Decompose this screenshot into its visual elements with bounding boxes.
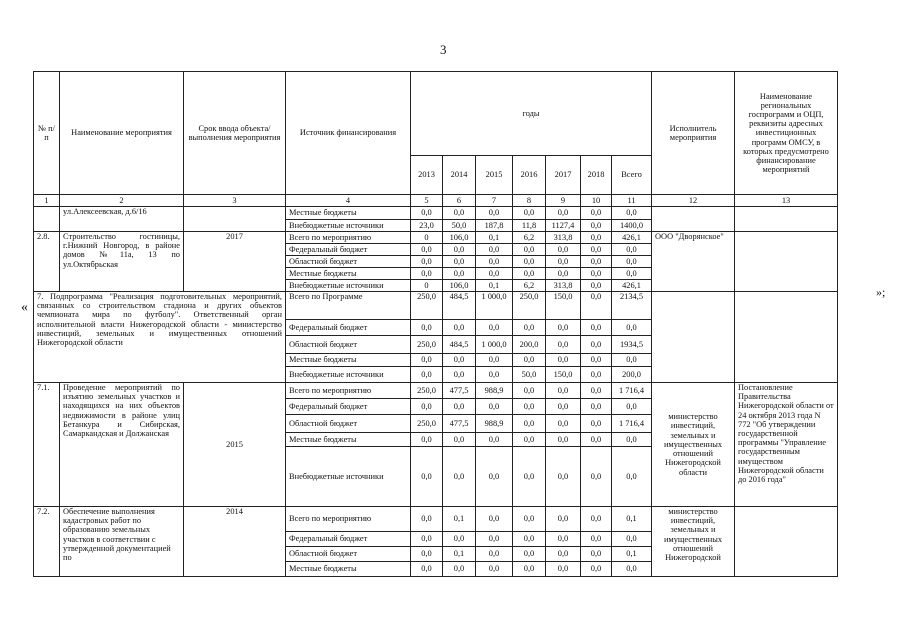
measure-program: Постановление Правительства Нижегородской области от 24 октября 2013 года N 772 "Об утверждении государственной программы "Управление государственным имуществом Нижегородской области до 2016 года" xyxy=(735,383,838,507)
value-cell: 1 000,0 xyxy=(476,292,513,320)
value-cell: 0,0 xyxy=(581,207,612,220)
value-cell: 0,0 xyxy=(612,447,652,507)
measure-executor: министерство инвестиций, земельных и имущественных отношений Нижегородской xyxy=(652,507,735,577)
value-cell: 0,0 xyxy=(546,433,581,447)
source-cell: Всего по мероприятию xyxy=(286,383,411,399)
value-cell: 0,0 xyxy=(581,532,612,547)
value-cell: 0,0 xyxy=(476,207,513,220)
value-cell: 0,0 xyxy=(513,562,546,577)
value-cell: 0,0 xyxy=(476,562,513,577)
value-cell: 0,1 xyxy=(443,507,476,532)
value-cell: 0,0 xyxy=(546,415,581,433)
row-number: 7.1. xyxy=(34,383,60,507)
value-cell: 0,0 xyxy=(581,336,612,354)
value-cell: 1 000,0 xyxy=(476,336,513,354)
header-source: Источник финансирования xyxy=(286,72,411,195)
source-cell: Местные бюджеты xyxy=(286,268,411,280)
source-cell: Областной бюджет xyxy=(286,336,411,354)
value-cell: 200,0 xyxy=(513,336,546,354)
value-cell: 150,0 xyxy=(546,292,581,320)
value-cell: 0,0 xyxy=(476,354,513,367)
value-cell: 0,1 xyxy=(476,280,513,292)
measure-term: 2017 xyxy=(184,232,286,292)
value-cell: 0,0 xyxy=(581,383,612,399)
value-cell: 0,0 xyxy=(476,447,513,507)
value-cell: 0,0 xyxy=(546,383,581,399)
year-cell: 2015 xyxy=(476,156,513,195)
table-row xyxy=(34,207,838,220)
measure-name: Обеспечение выполнения кадастровых работ по образованию земельных участков в соответствии с утвержденной документацией по xyxy=(60,507,184,577)
value-cell: 1127,4 xyxy=(546,220,581,232)
value-cell: 426,1 xyxy=(612,280,652,292)
source-cell: Внебюджетные источники xyxy=(286,280,411,292)
header-programs: Наименование региональных госпрограмм и ОЦП, реквизиты адресных инвестиционных программ ОМСУ, в которых предусмотрено финансирование мероприятий xyxy=(735,72,838,195)
value-cell: 0,0 xyxy=(581,399,612,415)
col-number: 12 xyxy=(652,195,735,207)
header-executor: Исполнитель мероприятия xyxy=(652,72,735,195)
source-cell: Внебюджетные источники xyxy=(286,447,411,507)
value-cell: 0,0 xyxy=(581,232,612,244)
col-number: 6 xyxy=(443,195,476,207)
value-cell: 250,0 xyxy=(411,292,443,320)
value-cell: 0,0 xyxy=(443,562,476,577)
source-cell: Местные бюджеты xyxy=(286,433,411,447)
program-table xyxy=(33,71,838,577)
source-cell: Всего по мероприятию xyxy=(286,232,411,244)
col-number: 10 xyxy=(581,195,612,207)
value-cell: 0,0 xyxy=(411,447,443,507)
value-cell: 0,1 xyxy=(476,232,513,244)
value-cell: 0,0 xyxy=(411,399,443,415)
col-number: 9 xyxy=(546,195,581,207)
header-name: Наименование мероприятия xyxy=(60,72,184,195)
value-cell: 0,0 xyxy=(612,320,652,336)
value-cell: 200,0 xyxy=(612,367,652,383)
source-cell: Федеральный бюджет xyxy=(286,399,411,415)
measure-term: 2014 xyxy=(184,507,286,577)
value-cell: 0,0 xyxy=(411,433,443,447)
year-cell: 2013 xyxy=(411,156,443,195)
value-cell: 0,0 xyxy=(513,320,546,336)
value-cell: 187,8 xyxy=(476,220,513,232)
value-cell: 0,0 xyxy=(411,367,443,383)
value-cell: 0,0 xyxy=(476,547,513,562)
source-cell: Федеральный бюджет xyxy=(286,532,411,547)
value-cell: 0,0 xyxy=(546,507,581,532)
value-cell: 0,0 xyxy=(612,207,652,220)
value-cell: 0,0 xyxy=(612,532,652,547)
source-cell: Внебюджетные источники xyxy=(286,220,411,232)
value-cell: 0,0 xyxy=(581,354,612,367)
value-cell: 0,0 xyxy=(411,244,443,256)
opening-quote: « xyxy=(21,300,28,315)
value-cell: 477,5 xyxy=(443,415,476,433)
value-cell: 484,5 xyxy=(443,292,476,320)
value-cell: 0,0 xyxy=(443,256,476,268)
measure-executor: министерство инвестиций, земельных и имущественных отношений Нижегородской области xyxy=(652,383,735,507)
header-row xyxy=(34,72,838,156)
closing-quote: »; xyxy=(876,285,886,299)
value-cell: 0,0 xyxy=(411,256,443,268)
value-cell: 0,0 xyxy=(476,399,513,415)
value-cell: 0,0 xyxy=(411,320,443,336)
col-number: 8 xyxy=(513,195,546,207)
value-cell: 0,0 xyxy=(411,532,443,547)
value-cell: 0,0 xyxy=(513,256,546,268)
value-cell: 0,0 xyxy=(581,320,612,336)
value-cell: 106,0 xyxy=(443,280,476,292)
source-cell: Областной бюджет xyxy=(286,256,411,268)
value-cell: 0 xyxy=(411,232,443,244)
value-cell: 0,0 xyxy=(546,354,581,367)
value-cell: 426,1 xyxy=(612,232,652,244)
year-cell: 2016 xyxy=(513,156,546,195)
value-cell: 0,0 xyxy=(546,268,581,280)
value-cell: 0,0 xyxy=(443,367,476,383)
value-cell: 0,0 xyxy=(476,244,513,256)
source-cell: Внебюджетные источники xyxy=(286,367,411,383)
col-number: 3 xyxy=(184,195,286,207)
value-cell: 2134,5 xyxy=(612,292,652,320)
value-cell: 0,0 xyxy=(513,547,546,562)
value-cell: 0,0 xyxy=(581,280,612,292)
value-cell: 0,0 xyxy=(546,256,581,268)
subprogram-name: 7. Подпрограмма "Реализация подготовительных мероприятий, связанных со строительством стадиона и других объектов чемпионата мира по футболу". Ответственный орган исполнительной власти Нижегородской области - министерство инвестиций, земельных и имущественных отношений Нижегородской области xyxy=(34,292,286,383)
value-cell: 0,0 xyxy=(411,354,443,367)
column-numbers-row xyxy=(34,195,838,207)
value-cell: 1 716,4 xyxy=(612,383,652,399)
measure-executor: ООО "Дворянское" xyxy=(652,232,735,292)
table-row xyxy=(34,232,838,244)
value-cell: 50,0 xyxy=(513,367,546,383)
page-number: 3 xyxy=(440,42,447,57)
value-cell: 0,0 xyxy=(513,532,546,547)
value-cell: 0 xyxy=(411,280,443,292)
value-cell: 1934,5 xyxy=(612,336,652,354)
value-cell: 1400,0 xyxy=(612,220,652,232)
table-row xyxy=(34,507,838,532)
value-cell: 0,1 xyxy=(443,547,476,562)
value-cell: 0,0 xyxy=(546,336,581,354)
value-cell: 0,0 xyxy=(443,244,476,256)
value-cell: 0,0 xyxy=(612,354,652,367)
table-row xyxy=(34,383,838,399)
col-number: 11 xyxy=(612,195,652,207)
value-cell: 0,1 xyxy=(612,547,652,562)
value-cell: 0,0 xyxy=(513,447,546,507)
value-cell: 0,0 xyxy=(581,220,612,232)
value-cell: 0,0 xyxy=(581,367,612,383)
value-cell: 0,0 xyxy=(546,547,581,562)
value-cell: 6,2 xyxy=(513,280,546,292)
value-cell: 0,0 xyxy=(581,562,612,577)
value-cell: 0,0 xyxy=(612,244,652,256)
header-term: Срок ввода объекта/выполнения мероприятия xyxy=(184,72,286,195)
value-cell: 0,0 xyxy=(581,292,612,320)
value-cell: 0,0 xyxy=(476,320,513,336)
value-cell: 0,0 xyxy=(443,207,476,220)
value-cell: 0,0 xyxy=(581,547,612,562)
value-cell: 0,0 xyxy=(546,244,581,256)
value-cell: 6,2 xyxy=(513,232,546,244)
source-cell: Местные бюджеты xyxy=(286,562,411,577)
year-cell: Всего xyxy=(612,156,652,195)
source-cell: Областной бюджет xyxy=(286,547,411,562)
value-cell: 0,0 xyxy=(581,507,612,532)
value-cell: 313,8 xyxy=(546,232,581,244)
measure-name: Проведение мероприятий по изъятию земельных участков и находящихся на них объектов недвижимости в районе улиц Бетанкура и Сибирская, Самаркандская и Должанская xyxy=(60,383,184,507)
value-cell: 0,0 xyxy=(443,268,476,280)
cont-name: ул.Алексеевская, д.6/16 xyxy=(60,207,184,232)
value-cell: 0,0 xyxy=(443,532,476,547)
year-cell: 2017 xyxy=(546,156,581,195)
value-cell: 0,0 xyxy=(411,207,443,220)
value-cell: 0,0 xyxy=(581,433,612,447)
header-num: № п/п xyxy=(34,72,60,195)
value-cell: 0,0 xyxy=(476,256,513,268)
value-cell: 250,0 xyxy=(411,415,443,433)
source-cell: Всего по мероприятию xyxy=(286,507,411,532)
value-cell: 0,0 xyxy=(581,447,612,507)
col-number: 7 xyxy=(476,195,513,207)
value-cell: 0,0 xyxy=(513,268,546,280)
source-cell: Местные бюджеты xyxy=(286,354,411,367)
year-cell: 2018 xyxy=(581,156,612,195)
value-cell: 0,0 xyxy=(546,399,581,415)
table-row xyxy=(34,292,838,320)
value-cell: 0,0 xyxy=(581,256,612,268)
value-cell: 0,0 xyxy=(612,562,652,577)
value-cell: 0,0 xyxy=(476,367,513,383)
value-cell: 0,0 xyxy=(411,268,443,280)
value-cell: 0,0 xyxy=(443,399,476,415)
col-number: 4 xyxy=(286,195,411,207)
value-cell: 0,0 xyxy=(612,268,652,280)
value-cell: 0,0 xyxy=(513,383,546,399)
value-cell: 0,0 xyxy=(513,399,546,415)
col-number: 5 xyxy=(411,195,443,207)
value-cell: 0,0 xyxy=(443,433,476,447)
source-cell: Федеральный бюджет xyxy=(286,320,411,336)
col-number: 1 xyxy=(34,195,60,207)
value-cell: 250,0 xyxy=(513,292,546,320)
header-years: годы xyxy=(411,72,652,156)
value-cell: 0,0 xyxy=(513,207,546,220)
value-cell: 0,0 xyxy=(411,562,443,577)
value-cell: 0,0 xyxy=(546,562,581,577)
col-number: 2 xyxy=(60,195,184,207)
value-cell: 0,0 xyxy=(513,354,546,367)
value-cell: 0,0 xyxy=(612,256,652,268)
source-cell: Федеральный бюджет xyxy=(286,244,411,256)
source-cell: Местные бюджеты xyxy=(286,207,411,220)
row-number: 7.2. xyxy=(34,507,60,577)
value-cell: 0,0 xyxy=(581,244,612,256)
value-cell: 0,1 xyxy=(612,507,652,532)
value-cell: 0,0 xyxy=(546,532,581,547)
col-number: 13 xyxy=(735,195,838,207)
value-cell: 1 716,4 xyxy=(612,415,652,433)
measure-name: Строительство гостиницы, г.Нижний Новгород, в районе домов №11а, 13 по ул.Октябрьская xyxy=(60,232,184,292)
value-cell: 0,0 xyxy=(443,320,476,336)
value-cell: 0,0 xyxy=(581,415,612,433)
value-cell: 11,8 xyxy=(513,220,546,232)
value-cell: 0,0 xyxy=(546,447,581,507)
value-cell: 484,5 xyxy=(443,336,476,354)
value-cell: 250,0 xyxy=(411,383,443,399)
value-cell: 0,0 xyxy=(513,244,546,256)
value-cell: 0,0 xyxy=(513,433,546,447)
value-cell: 0,0 xyxy=(513,507,546,532)
value-cell: 477,5 xyxy=(443,383,476,399)
value-cell: 0,0 xyxy=(476,532,513,547)
value-cell: 313,8 xyxy=(546,280,581,292)
measure-term: 2015 xyxy=(184,383,286,507)
value-cell: 0,0 xyxy=(476,433,513,447)
source-cell: Областной бюджет xyxy=(286,415,411,433)
value-cell: 0,0 xyxy=(546,207,581,220)
value-cell: 0,0 xyxy=(443,354,476,367)
value-cell: 0,0 xyxy=(581,268,612,280)
source-cell: Всего по Программе xyxy=(286,292,411,320)
value-cell: 988,9 xyxy=(476,415,513,433)
value-cell: 106,0 xyxy=(443,232,476,244)
value-cell: 988,9 xyxy=(476,383,513,399)
value-cell: 50,0 xyxy=(443,220,476,232)
value-cell: 250,0 xyxy=(411,336,443,354)
value-cell: 23,0 xyxy=(411,220,443,232)
value-cell: 0,0 xyxy=(443,447,476,507)
row-number: 2.8. xyxy=(34,232,60,292)
year-cell: 2014 xyxy=(443,156,476,195)
value-cell: 0,0 xyxy=(476,268,513,280)
value-cell: 0,0 xyxy=(546,320,581,336)
value-cell: 0,0 xyxy=(612,399,652,415)
value-cell: 0,0 xyxy=(411,547,443,562)
value-cell: 0,0 xyxy=(411,507,443,532)
value-cell: 0,0 xyxy=(612,433,652,447)
value-cell: 0,0 xyxy=(513,415,546,433)
value-cell: 0,0 xyxy=(476,507,513,532)
value-cell: 150,0 xyxy=(546,367,581,383)
